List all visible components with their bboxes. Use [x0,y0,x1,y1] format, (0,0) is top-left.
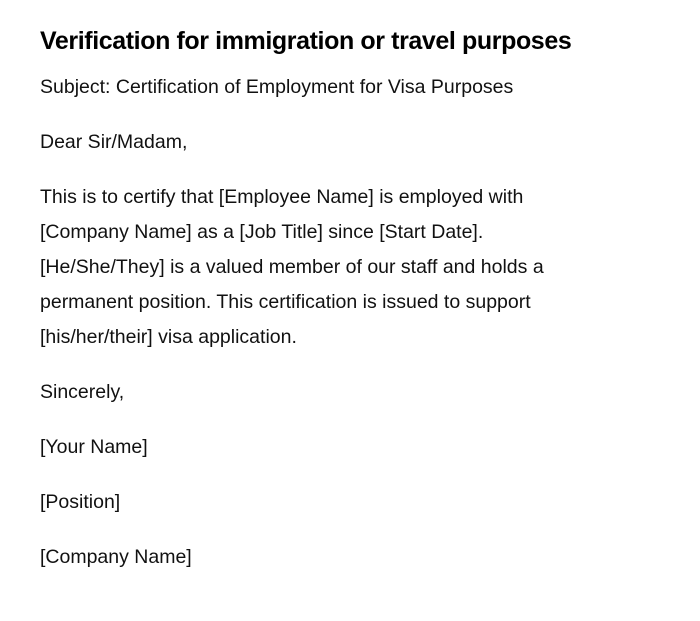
body-line: [his/her/their] visa application. [40,326,297,348]
closing: Sincerely, [40,381,125,403]
document-title: Verification for immigration or travel purposes [40,27,572,55]
body-line: [Company Name] as a [Job Title] since [Start Date]. [40,221,484,243]
body-line: [He/She/They] is a valued member of our staff and holds a [40,256,544,278]
letter-body [40,180,660,355]
signature-company: [Company Name] [40,546,192,568]
letter-document [40,24,660,575]
signature-name: [Your Name] [40,436,148,458]
body-line: permanent position. This certification is issued to support [40,291,531,313]
subject-line: Subject: Certification of Employment for Visa Purposes [40,76,514,98]
signature-position: [Position] [40,491,121,513]
body-line: This is to certify that [Employee Name] is employed with [40,186,524,208]
salutation: Dear Sir/Madam, [40,131,188,153]
